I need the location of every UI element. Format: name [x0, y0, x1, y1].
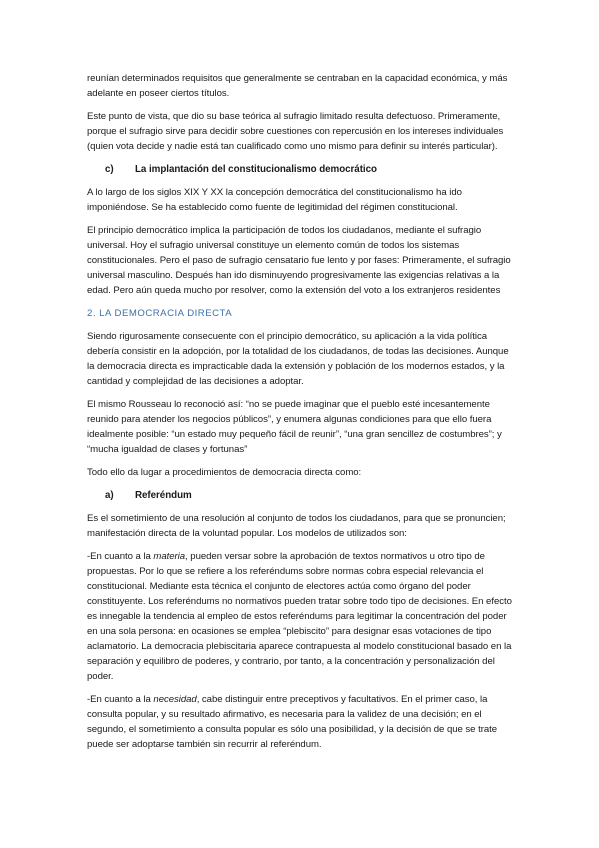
section-heading-democracia-directa: 2. LA DEMOCRACIA DIRECTA: [87, 308, 233, 319]
paragraph-intro-continuation: reunían determinados requisitos que generalmente se centraban en la capacidad económica, y más adelante en poseer ciertos títulos.: [87, 73, 508, 99]
paragraph-procedimientos: Todo ello da lugar a procedimientos de democracia directa como:: [87, 467, 362, 478]
paragraph-necesidad: [87, 692, 517, 752]
paragraph-consecuente: Siendo rigurosamente consecuente con el principio democrático, su aplicación a la vida política debería consistir en la adopción, por la totalidad de los ciudadanos, de todas las decisiones. Aunque la democracia directa es impracticable dada la extensión y población de los modernos estados, y la cantidad y complejidad de las decisiones a adoptar.: [87, 331, 509, 387]
page-body: [87, 71, 517, 760]
subheading-c-title: La implantación del constitucionalismo democrático: [135, 164, 377, 175]
paragraph-referendum-definition: Es el sometimiento de una resolución al conjunto de todos los ciudadanos, para que se pronuncien; manifestación directa de la voluntad popular. Los modelos de utilizados son:: [87, 513, 506, 539]
materia-prefix: -En cuanto a la: [87, 551, 154, 562]
necesidad-prefix: -En cuanto a la: [87, 694, 154, 705]
necesidad-term: necesidad: [153, 694, 197, 705]
subheading-c-number: c): [105, 164, 114, 175]
subheading-a-number: a): [105, 490, 114, 501]
paragraph-rousseau: El mismo Rousseau lo reconoció así: “no se puede imaginar que el pueblo esté incesantemente reunido para atender los negocios públicos”, y enumera algunas condiciones para que ello fuera idealmente posible: “un estado muy pequeño fácil de reunir”, “una gran sencillez de costumbres”; y “mucha igualdad de clases y fortunas”: [87, 399, 502, 455]
paragraph-sufragio-limitado: Este punto de vista, que dio su base teórica al sufragio limitado resulta defectuoso. Primeramente, porque el sufragio sirve para decidir sobre cuestiones con repercusión en los intereses individuales (quien vota decide y nadie está tan cualificado como uno mismo para definir su interés particular).: [87, 111, 504, 152]
necesidad-text: , cabe distinguir entre preceptivos y facultativos. En el primer caso, la consulta popular, y su resultado afirmativo, es necesaria para la validez de una decisión; en el segundo, el sometimiento a consulta popular es sólo una posibilidad, y la decisión de que se trate puede ser adoptarse también sin recurrir al referéndum.: [87, 694, 498, 750]
subheading-c: [105, 162, 517, 177]
materia-term: materia: [153, 551, 186, 562]
subheading-a: [105, 488, 517, 503]
materia-text: , pueden versar sobre la aprobación de textos normativos u otro tipo de propuestas. Por lo que se refiere a los referéndums sobre normas cobra especial relevancia el constitucional. Mediante esta técnica el conjunto de electores actúa como órgano del poder constituyente. Los referéndums no normativos pueden tratar sobre todo tipo de decisiones. En efecto es innegable la tendencia al empleo de estos referéndums para legitimar la concentración del poder en una sola persona: en ocasiones se emplea “plebiscito” para designar esas votaciones de tipo aclamatorio. La democracia plebiscitaria aparece contrapuesta al modelo constitucional basado en la separación y equilibro de poderes, y contrario, por tanto, a la concentración y personalización del poder.: [87, 551, 512, 682]
paragraph-materia: [87, 549, 517, 684]
subheading-a-title: Referéndum: [135, 490, 192, 501]
paragraph-principio-democratico: El principio democrático implica la participación de todos los ciudadanos, mediante el sufragio universal. Hoy el sufragio universal constituye un elemento común de todos los sistemas constitucionales. Pero el paso de sufragio censatario fue lento y por fases: Primeramente, el sufragio universal masculino. Después han ido disminuyendo progresivamente las exigencias relativas a la edad. Pero aún queda mucho por resolver, como la extensión del voto a los extranjeros residentes: [87, 225, 511, 296]
paragraph-siglos: A lo largo de los siglos XIX Y XX la concepción democrática del constitucionalismo ha ido imponiéndose. Se ha establecido como fuente de legitimidad del régimen constitucional.: [87, 187, 462, 213]
